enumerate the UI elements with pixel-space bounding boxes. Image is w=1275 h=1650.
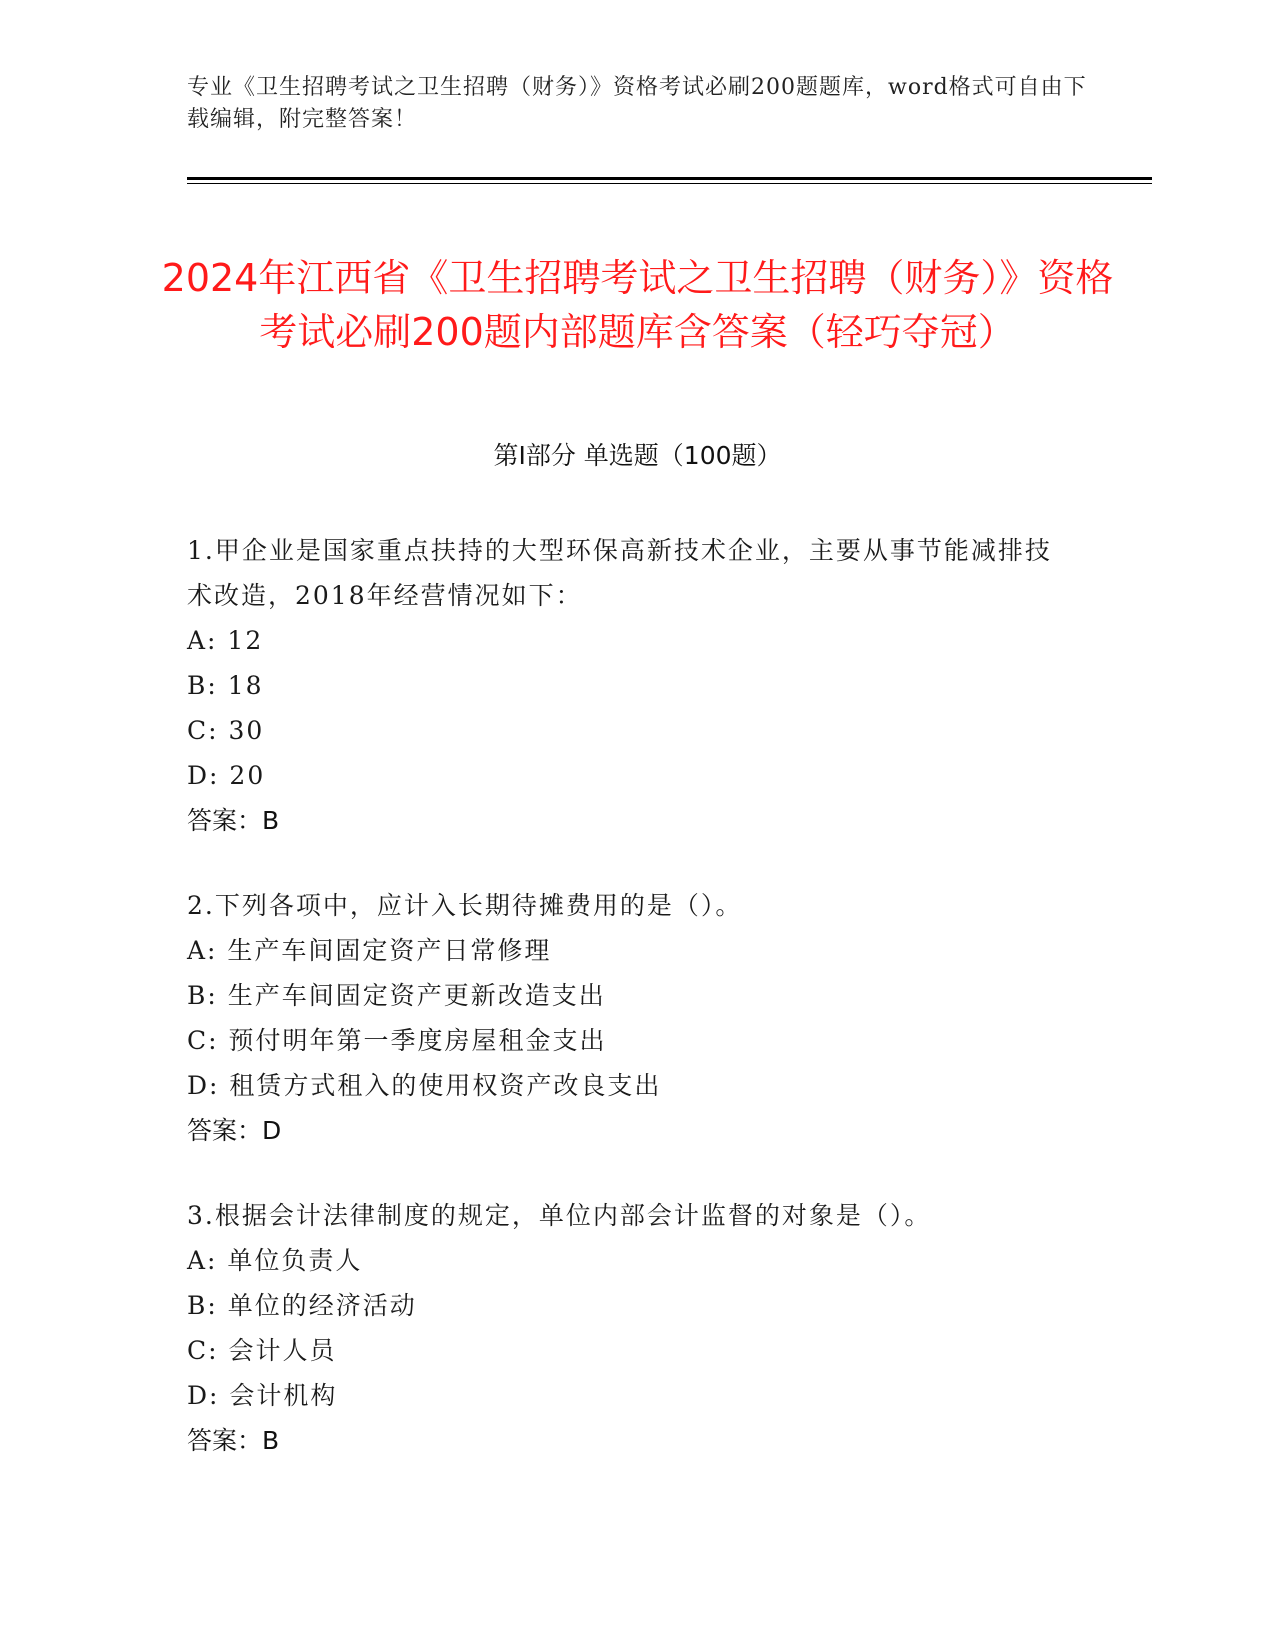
question-item (187, 528, 1077, 843)
section-heading: 第I部分 单选题（100题） (493, 441, 782, 470)
option-a: A: 12 (187, 626, 264, 655)
answer-line: 答案：B (187, 1426, 280, 1455)
option-c: C: 30 (187, 716, 265, 745)
option-d: D: 会计机构 (187, 1381, 338, 1410)
question-stem: 3.根据会计法律制度的规定，单位内部会计监督的对象是（）。 (187, 1201, 932, 1230)
answer-line: 答案：B (187, 806, 280, 835)
header-note: 专业《卫生招聘考试之卫生招聘（财务）》资格考试必刷200题题库，word格式可自由下载编辑，附完整答案！ (187, 75, 1087, 132)
option-c: C: 预付明年第一季度房屋租金支出 (187, 1026, 607, 1055)
option-a: A: 单位负责人 (187, 1246, 363, 1275)
answer-line: 答案：D (187, 1116, 282, 1145)
option-c: C: 会计人员 (187, 1336, 337, 1365)
option-d: D: 20 (187, 761, 266, 790)
option-b: B: 生产车间固定资产更新改造支出 (187, 981, 606, 1010)
option-d: D: 租赁方式租入的使用权资产改良支出 (187, 1071, 662, 1100)
option-b: B: 单位的经济活动 (187, 1291, 417, 1320)
question-stem: 2.下列各项中，应计入长期待摊费用的是（）。 (187, 891, 743, 920)
document-title: 2024年江西省《卫生招聘考试之卫生招聘（财务）》资格考试必刷200题内部题库含答案（轻巧夺冠） (161, 256, 1114, 355)
question-list (187, 528, 1077, 1503)
question-item (187, 883, 1077, 1153)
option-a: A: 生产车间固定资产日常修理 (187, 936, 552, 965)
header-rule-thick (187, 177, 1152, 180)
question-item (187, 1193, 1077, 1463)
question-stem: 1.甲企业是国家重点扶持的大型环保高新技术企业，主要从事节能减排技术改造，2018年经营情况如下： (187, 536, 1052, 610)
header-rule-thin (187, 183, 1152, 184)
option-b: B: 18 (187, 671, 264, 700)
